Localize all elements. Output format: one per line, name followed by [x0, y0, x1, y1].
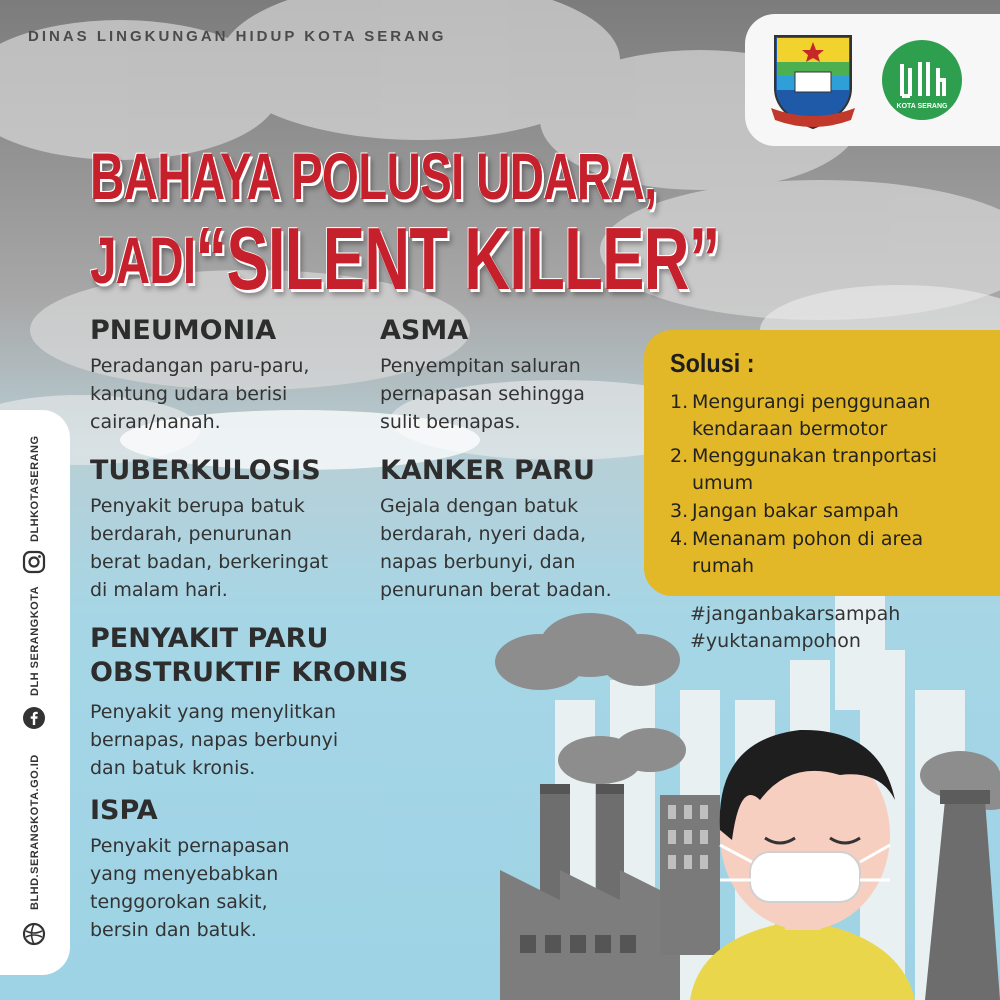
main-title-line-1: BAHAYA POLUSI UDARA, [90, 139, 657, 213]
hashtag: #janganbakarsampah [690, 603, 901, 625]
disease-desc-kanker-paru [380, 492, 612, 604]
item-line: rumah [692, 555, 755, 577]
desc-line: pernapasan sehingga [380, 383, 585, 405]
desc-line: kantung udara berisi [90, 383, 288, 405]
desc-line: berdarah, penurunan [90, 523, 292, 545]
disease-title-ppok [90, 622, 408, 690]
website-url[interactable]: BLHD.SERANGKOTA.GO.ID [29, 754, 41, 910]
disease-desc-tuberkulosis [90, 492, 328, 604]
desc-line: Penyakit yang menylitkan [90, 701, 337, 723]
title-line: OBSTRUKTIF KRONIS [90, 657, 409, 688]
desc-line: Gejala dengan batuk [380, 495, 579, 517]
disease-desc-ppok [90, 698, 338, 782]
solution-item [670, 498, 972, 525]
main-title-line-2 [90, 208, 720, 310]
solution-item [670, 443, 972, 497]
social-sidebar [0, 410, 70, 975]
solution-item [670, 526, 972, 580]
logo-box [745, 14, 1000, 146]
desc-line: bersin dan batuk. [90, 919, 257, 941]
disease-desc-ispa [90, 832, 289, 944]
globe-icon[interactable] [22, 922, 46, 946]
desc-line: berat badan, berkeringat [90, 551, 329, 573]
item-line: Menanam pohon di area [692, 528, 924, 550]
dlh-logo-icon [880, 38, 964, 122]
item-line: Jangan bakar sampah [692, 500, 899, 522]
title-silent-killer: “SILENT KILLER” [195, 209, 720, 308]
item-line: Menggunakan tranportasi [692, 445, 938, 467]
title-prefix: JADI [90, 223, 196, 297]
disease-title-pneumonia: PNEUMONIA [90, 315, 277, 346]
instagram-icon[interactable] [22, 550, 46, 574]
disease-desc-pneumonia [90, 352, 309, 436]
item-line: kendaraan bermotor [692, 418, 888, 440]
desc-line: napas berbunyi, dan [380, 551, 576, 573]
desc-line: Penyakit pernapasan [90, 835, 290, 857]
title-line: PENYAKIT PARU [90, 623, 329, 654]
solution-item [670, 389, 972, 443]
desc-line: yang menyebabkan [90, 863, 279, 885]
svg-text:KOTA SERANG: KOTA SERANG [896, 103, 948, 110]
desc-line: sulit bernapas. [380, 411, 521, 433]
disease-desc-asma [380, 352, 585, 436]
disease-title-kanker-paru: KANKER PARU [380, 455, 595, 486]
item-number: 2. [670, 445, 689, 467]
hashtag: #yuktanampohon [690, 630, 861, 652]
desc-line: Penyempitan saluran [380, 355, 581, 377]
facebook-icon[interactable] [22, 706, 46, 730]
desc-line: penurunan berat badan. [380, 579, 612, 601]
desc-line: cairan/nanah. [90, 411, 221, 433]
desc-line: tenggorokan sakit, [90, 891, 268, 913]
desc-line: bernapas, napas berbunyi [90, 729, 339, 751]
desc-line: Penyakit berupa batuk [90, 495, 305, 517]
solution-title: Solusi : [670, 348, 755, 378]
facebook-handle[interactable]: DLH SERANGKOTA [29, 585, 41, 696]
desc-line: di malam hari. [90, 579, 228, 601]
disease-title-tuberkulosis: TUBERKULOSIS [90, 455, 321, 486]
item-line: Mengurangi penggunaan [692, 391, 931, 413]
item-number: 1. [670, 391, 689, 413]
kota-serang-emblem [767, 28, 859, 132]
organization-name: DINAS LINGKUNGAN HIDUP KOTA SERANG [28, 28, 447, 45]
item-line: umum [692, 472, 754, 494]
item-number: 4. [670, 528, 689, 550]
desc-line: Peradangan paru-paru, [90, 355, 310, 377]
desc-line: berdarah, nyeri dada, [380, 523, 587, 545]
disease-title-ispa: ISPA [90, 795, 158, 826]
instagram-handle[interactable]: DLHKOTASERANG [29, 435, 41, 542]
disease-title-asma: ASMA [380, 315, 469, 346]
desc-line: dan batuk kronis. [90, 757, 256, 779]
item-number: 3. [670, 500, 689, 522]
